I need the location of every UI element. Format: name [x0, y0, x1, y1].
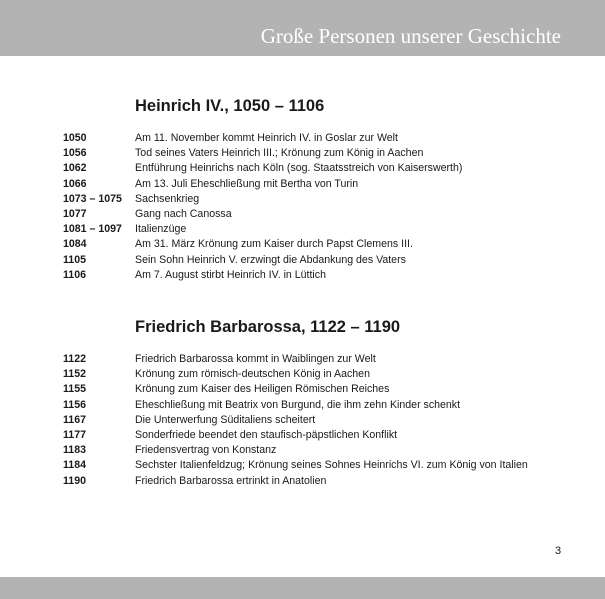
entry-year: 1184 [63, 459, 86, 472]
entry-text: Italienzüge [135, 223, 187, 236]
entry-year: 1156 [63, 398, 86, 411]
section-heading: Heinrich IV., 1050 – 1106 [135, 97, 325, 115]
entry-text: Friedensvertrag von Konstanz [135, 444, 277, 457]
entry-text: Tod seines Vaters Heinrich III.; Krönung zum König in Aachen [135, 147, 424, 160]
entry-year: 1084 [63, 238, 87, 251]
entry-text: Eheschließung mit Beatrix von Burgund, die ihm zehn Kinder schenkt [135, 398, 461, 411]
entry-text: Sachsenkrieg [135, 192, 200, 205]
entry-year: 1183 [63, 444, 86, 457]
entry-text: Friedrich Barbarossa kommt in Waiblingen zur Welt [135, 353, 376, 365]
entry-text: Die Unterwerfung Süditaliens scheitert [135, 413, 316, 426]
entry-text: Am 31. März Krönung zum Kaiser durch Papst Clemens III. [135, 238, 413, 251]
entry-text: Friedrich Barbarossa ertrinkt in Anatolien [135, 474, 327, 487]
entry-text: Sechster Italienfeldzug; Krönung seines Sohnes Heinrichs VI. zum König von Italien [135, 459, 528, 472]
entry-year: 1152 [63, 368, 86, 381]
entry-year: 1056 [63, 147, 87, 160]
entry-year: 1106 [63, 268, 86, 281]
footer-bar [0, 577, 605, 599]
entry-year: 1081 – 1097 [63, 223, 122, 236]
section-heading: Friedrich Barbarossa, 1122 – 1190 [135, 318, 401, 336]
entry-year: 1155 [63, 383, 86, 396]
entry-text: Am 7. August stirbt Heinrich IV. in Lüttich [135, 268, 326, 281]
entry-year: 1077 [63, 207, 87, 220]
entry-text: Gang nach Canossa [135, 207, 232, 220]
entry-text: Am 11. November kommt Heinrich IV. in Goslar zur Welt [135, 132, 398, 144]
entry-text: Krönung zum römisch-deutschen König in Aachen [135, 368, 370, 381]
entry-year: 1190 [63, 474, 86, 487]
entry-year: 1073 – 1075 [63, 192, 122, 205]
entry-text: Entführung Heinrichs nach Köln (sog. Staatsstreich von Kaiserswerth) [135, 162, 463, 175]
entry-text: Am 13. Juli Eheschließung mit Bertha von Turin [135, 177, 359, 190]
entry-text: Krönung zum Kaiser des Heiligen Römischen Reiches [135, 383, 390, 396]
header-bar [0, 0, 605, 56]
entry-year: 1062 [63, 162, 87, 175]
page-number: 3 [555, 545, 562, 557]
entry-text: Sonderfriede beendet den staufisch-päpstlichen Konflikt [135, 428, 398, 441]
entry-year: 1050 [63, 132, 87, 144]
entry-text: Sein Sohn Heinrich V. erzwingt die Abdankung des Vaters [135, 253, 406, 266]
entry-year: 1105 [63, 253, 86, 266]
page-header-title: Große Personen unserer Geschichte [260, 24, 561, 48]
entry-year: 1122 [63, 353, 86, 365]
entry-year: 1167 [63, 413, 86, 426]
entry-year: 1066 [63, 177, 87, 190]
entry-year: 1177 [63, 428, 86, 441]
